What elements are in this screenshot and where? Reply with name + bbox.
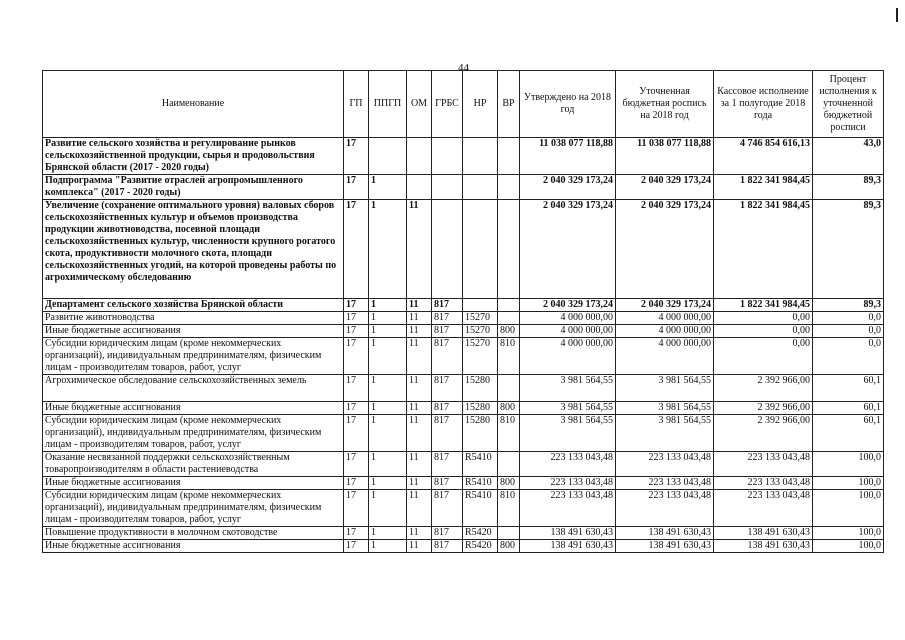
cell-gp: 17	[344, 402, 369, 415]
cell-refined: 2 040 329 173,24	[616, 200, 714, 285]
page-number: 44	[458, 62, 469, 74]
cell-approved: 223 133 043,48	[520, 452, 616, 477]
cell-ppgp: 1	[369, 540, 407, 553]
cell-om: 11	[407, 540, 432, 553]
cell-vr: 800	[498, 402, 520, 415]
cell-refined: 3 981 564,55	[616, 415, 714, 452]
cell-vr	[498, 312, 520, 325]
cell-grbs: 817	[432, 540, 463, 553]
cell-grbs: 817	[432, 415, 463, 452]
cell-cash: 138 491 630,43	[714, 540, 813, 553]
cell-name: Иные бюджетные ассигнования	[43, 325, 344, 338]
cell-refined: 4 000 000,00	[616, 338, 714, 375]
cell-gp: 17	[344, 477, 369, 490]
spacer-cell	[407, 284, 432, 299]
cell-ppgp: 1	[369, 415, 407, 452]
cell-np: 15270	[463, 338, 498, 375]
cell-om: 11	[407, 299, 432, 312]
spacer-cell	[432, 387, 463, 402]
cell-name: Иные бюджетные ассигнования	[43, 477, 344, 490]
cell-om: 11	[407, 452, 432, 477]
cell-vr: 810	[498, 338, 520, 375]
spacer-cell	[344, 387, 369, 402]
cell-cash: 2 392 966,00	[714, 415, 813, 452]
cell-percent: 100,0	[813, 540, 884, 553]
cell-percent: 100,0	[813, 527, 884, 540]
cell-grbs: 817	[432, 490, 463, 527]
cell-name: Повышение продуктивности в молочном скотоводстве	[43, 527, 344, 540]
cell-om: 11	[407, 415, 432, 452]
header-ppgp: ППГП	[369, 71, 407, 138]
cell-refined: 223 133 043,48	[616, 452, 714, 477]
cell-om: 11	[407, 312, 432, 325]
cell-name: Департамент сельского хозяйства Брянской области	[43, 299, 344, 312]
cell-cash: 1 822 341 984,45	[714, 299, 813, 312]
cell-refined: 2 040 329 173,24	[616, 175, 714, 200]
cell-grbs: 817	[432, 452, 463, 477]
row-spacer	[43, 387, 884, 402]
cell-om: 11	[407, 490, 432, 527]
cell-cash: 4 746 854 616,13	[714, 138, 813, 175]
cell-approved: 3 981 564,55	[520, 375, 616, 388]
cell-percent: 0,0	[813, 312, 884, 325]
cell-approved: 138 491 630,43	[520, 527, 616, 540]
header-refined: Уточненная бюджетная роспись на 2018 год	[616, 71, 714, 138]
cell-name: Развитие животноводства	[43, 312, 344, 325]
cell-percent: 100,0	[813, 490, 884, 527]
cell-gp: 17	[344, 138, 369, 175]
spacer-cell	[520, 284, 616, 299]
cell-cash: 1 822 341 984,45	[714, 200, 813, 285]
table-row	[43, 312, 884, 325]
cell-refined: 223 133 043,48	[616, 477, 714, 490]
cell-ppgp: 1	[369, 200, 407, 285]
cell-np	[463, 175, 498, 200]
cell-name: Субсидии юридическим лицам (кроме некоммерческих организаций), индивидуальным предпринимателям, физическим лицам - производителям товаров, работ, услуг	[43, 338, 344, 375]
cell-np: R5420	[463, 527, 498, 540]
cell-grbs	[432, 138, 463, 175]
cell-name: Увеличение (сохранение оптимального уровня) валовых сборов сельскохозяйственных культур и объемов производства продукции животноводства, посевной площади сельскохозяйственных культур, численности крупного рогатого скота, продуктивности молочного скота, площади сельскохозяйственных угодий, на которой проведены работы по агрохимическому обследованию	[43, 200, 344, 285]
cell-om: 11	[407, 200, 432, 285]
cell-grbs: 817	[432, 402, 463, 415]
header-cash: Кассовое исполнение за 1 полугодие 2018 года	[714, 71, 813, 138]
cell-percent: 0,0	[813, 338, 884, 375]
table-row	[43, 338, 884, 375]
cell-gp: 17	[344, 338, 369, 375]
cell-grbs: 817	[432, 299, 463, 312]
cell-cash: 0,00	[714, 325, 813, 338]
cell-approved: 4 000 000,00	[520, 325, 616, 338]
header-gp: ГП	[344, 71, 369, 138]
cell-grbs	[432, 200, 463, 285]
cell-np: 15280	[463, 375, 498, 388]
table-row	[43, 138, 884, 175]
cell-np: R5410	[463, 477, 498, 490]
cell-name: Иные бюджетные ассигнования	[43, 540, 344, 553]
cell-approved: 2 040 329 173,24	[520, 175, 616, 200]
cell-percent: 100,0	[813, 477, 884, 490]
cell-name: Иные бюджетные ассигнования	[43, 402, 344, 415]
cell-vr	[498, 452, 520, 477]
cell-approved: 138 491 630,43	[520, 540, 616, 553]
cell-ppgp: 1	[369, 477, 407, 490]
table-row	[43, 200, 884, 285]
cell-approved: 4 000 000,00	[520, 338, 616, 375]
cell-refined: 4 000 000,00	[616, 325, 714, 338]
header-percent: Процент исполнения к уточненной бюджетной росписи	[813, 71, 884, 138]
table-header-row	[43, 71, 884, 138]
cell-vr	[498, 299, 520, 312]
cell-vr: 800	[498, 540, 520, 553]
cell-np: R5410	[463, 490, 498, 527]
cell-approved: 223 133 043,48	[520, 490, 616, 527]
cell-cash: 1 822 341 984,45	[714, 175, 813, 200]
header-om: ОМ	[407, 71, 432, 138]
cell-vr: 800	[498, 477, 520, 490]
cell-om: 11	[407, 477, 432, 490]
spacer-cell	[43, 387, 344, 402]
header-vr: ВР	[498, 71, 520, 138]
spacer-cell	[344, 284, 369, 299]
cell-om: 11	[407, 375, 432, 388]
header-approved: Утверждено на 2018 год	[520, 71, 616, 138]
cell-cash: 223 133 043,48	[714, 477, 813, 490]
cell-ppgp: 1	[369, 299, 407, 312]
cell-vr: 810	[498, 415, 520, 452]
cell-percent: 89,3	[813, 299, 884, 312]
cell-refined: 4 000 000,00	[616, 312, 714, 325]
cell-om	[407, 138, 432, 175]
cell-grbs: 817	[432, 375, 463, 388]
cell-name: Субсидии юридическим лицам (кроме некоммерческих организаций), индивидуальным предпринимателям, физическим лицам - производителям товаров, работ, услуг	[43, 415, 344, 452]
cell-vr	[498, 375, 520, 388]
cell-om: 11	[407, 325, 432, 338]
spacer-cell	[616, 387, 714, 402]
cell-name: Развитие сельского хозяйства и регулирование рынков сельскохозяйственной продукции, сырья и продовольствия Брянской области (2017 - 2020 годы)	[43, 138, 344, 175]
cell-np: 15270	[463, 312, 498, 325]
spacer-cell	[369, 284, 407, 299]
cell-cash: 223 133 043,48	[714, 452, 813, 477]
cell-np: 15280	[463, 415, 498, 452]
header-np: НР	[463, 71, 498, 138]
spacer-cell	[714, 387, 813, 402]
cell-np	[463, 138, 498, 175]
spacer-cell	[616, 284, 714, 299]
table-row	[43, 175, 884, 200]
cell-grbs: 817	[432, 312, 463, 325]
cell-ppgp: 1	[369, 402, 407, 415]
cell-percent: 60,1	[813, 402, 884, 415]
cell-ppgp: 1	[369, 452, 407, 477]
budget-table	[42, 70, 884, 553]
cell-refined: 138 491 630,43	[616, 540, 714, 553]
cell-refined: 2 040 329 173,24	[616, 299, 714, 312]
cell-cash: 223 133 043,48	[714, 490, 813, 527]
table-row	[43, 527, 884, 540]
cell-gp: 17	[344, 312, 369, 325]
cell-gp: 17	[344, 527, 369, 540]
cell-name: Агрохимическое обследование сельскохозяйственных земель	[43, 375, 344, 388]
cell-refined: 11 038 077 118,88	[616, 138, 714, 175]
cell-ppgp: 1	[369, 338, 407, 375]
spacer-cell	[520, 387, 616, 402]
table-row	[43, 477, 884, 490]
cell-refined: 3 981 564,55	[616, 375, 714, 388]
cell-approved: 2 040 329 173,24	[520, 299, 616, 312]
cell-vr	[498, 200, 520, 285]
cell-ppgp: 1	[369, 490, 407, 527]
cell-cash: 0,00	[714, 312, 813, 325]
cell-percent: 0,0	[813, 325, 884, 338]
cell-ppgp	[369, 138, 407, 175]
cell-approved: 3 981 564,55	[520, 402, 616, 415]
cell-gp: 17	[344, 325, 369, 338]
spacer-cell	[43, 284, 344, 299]
cell-cash: 2 392 966,00	[714, 375, 813, 388]
header-grbs: ГРБС	[432, 71, 463, 138]
cell-gp: 17	[344, 200, 369, 285]
cell-approved: 223 133 043,48	[520, 477, 616, 490]
spacer-cell	[463, 387, 498, 402]
row-spacer	[43, 284, 884, 299]
cell-vr	[498, 527, 520, 540]
cell-gp: 17	[344, 375, 369, 388]
cell-grbs: 817	[432, 325, 463, 338]
cell-percent: 89,3	[813, 175, 884, 200]
table-row	[43, 299, 884, 312]
cell-percent: 60,1	[813, 375, 884, 388]
cell-cash: 138 491 630,43	[714, 527, 813, 540]
cell-percent: 43,0	[813, 138, 884, 175]
table-row	[43, 490, 884, 527]
table-row	[43, 375, 884, 388]
table-row	[43, 402, 884, 415]
cell-grbs	[432, 175, 463, 200]
cell-np: 15270	[463, 325, 498, 338]
cell-name: Субсидии юридическим лицам (кроме некоммерческих организаций), индивидуальным предпринимателям, физическим лицам - производителям товаров, работ, услуг	[43, 490, 344, 527]
page-edge-mark	[896, 8, 898, 22]
cell-np	[463, 200, 498, 285]
cell-ppgp: 1	[369, 527, 407, 540]
spacer-cell	[498, 284, 520, 299]
header-name: Наименование	[43, 71, 344, 138]
spacer-cell	[813, 284, 884, 299]
cell-gp: 17	[344, 175, 369, 200]
cell-ppgp: 1	[369, 325, 407, 338]
cell-approved: 2 040 329 173,24	[520, 200, 616, 285]
cell-om: 11	[407, 402, 432, 415]
cell-vr	[498, 138, 520, 175]
spacer-cell	[813, 387, 884, 402]
table-row	[43, 540, 884, 553]
cell-np: R5410	[463, 452, 498, 477]
table-row	[43, 452, 884, 477]
cell-om	[407, 175, 432, 200]
cell-vr: 810	[498, 490, 520, 527]
cell-gp: 17	[344, 299, 369, 312]
cell-vr: 800	[498, 325, 520, 338]
cell-refined: 138 491 630,43	[616, 527, 714, 540]
spacer-cell	[369, 387, 407, 402]
cell-gp: 17	[344, 490, 369, 527]
cell-gp: 17	[344, 452, 369, 477]
cell-name: Подпрограмма "Развитие отраслей агропромышленного комплекса" (2017 - 2020 годы)	[43, 175, 344, 200]
cell-cash: 2 392 966,00	[714, 402, 813, 415]
cell-percent: 89,3	[813, 200, 884, 285]
cell-approved: 4 000 000,00	[520, 312, 616, 325]
cell-cash: 0,00	[714, 338, 813, 375]
cell-grbs: 817	[432, 527, 463, 540]
cell-refined: 3 981 564,55	[616, 402, 714, 415]
spacer-cell	[714, 284, 813, 299]
cell-percent: 60,1	[813, 415, 884, 452]
cell-np: R5420	[463, 540, 498, 553]
table-row	[43, 415, 884, 452]
cell-approved: 11 038 077 118,88	[520, 138, 616, 175]
table-body	[43, 138, 884, 553]
spacer-cell	[432, 284, 463, 299]
cell-vr	[498, 175, 520, 200]
cell-np	[463, 299, 498, 312]
spacer-cell	[498, 387, 520, 402]
cell-percent: 100,0	[813, 452, 884, 477]
cell-refined: 223 133 043,48	[616, 490, 714, 527]
spacer-cell	[407, 387, 432, 402]
cell-grbs: 817	[432, 477, 463, 490]
cell-ppgp: 1	[369, 312, 407, 325]
cell-approved: 3 981 564,55	[520, 415, 616, 452]
cell-grbs: 817	[432, 338, 463, 375]
cell-om: 11	[407, 527, 432, 540]
cell-gp: 17	[344, 540, 369, 553]
spacer-cell	[463, 284, 498, 299]
cell-ppgp: 1	[369, 175, 407, 200]
cell-om: 11	[407, 338, 432, 375]
cell-gp: 17	[344, 415, 369, 452]
cell-name: Оказание несвязанной поддержки сельскохозяйственным товаропроизводителям в области растениеводства	[43, 452, 344, 477]
cell-ppgp: 1	[369, 375, 407, 388]
table-row	[43, 325, 884, 338]
cell-np: 15280	[463, 402, 498, 415]
